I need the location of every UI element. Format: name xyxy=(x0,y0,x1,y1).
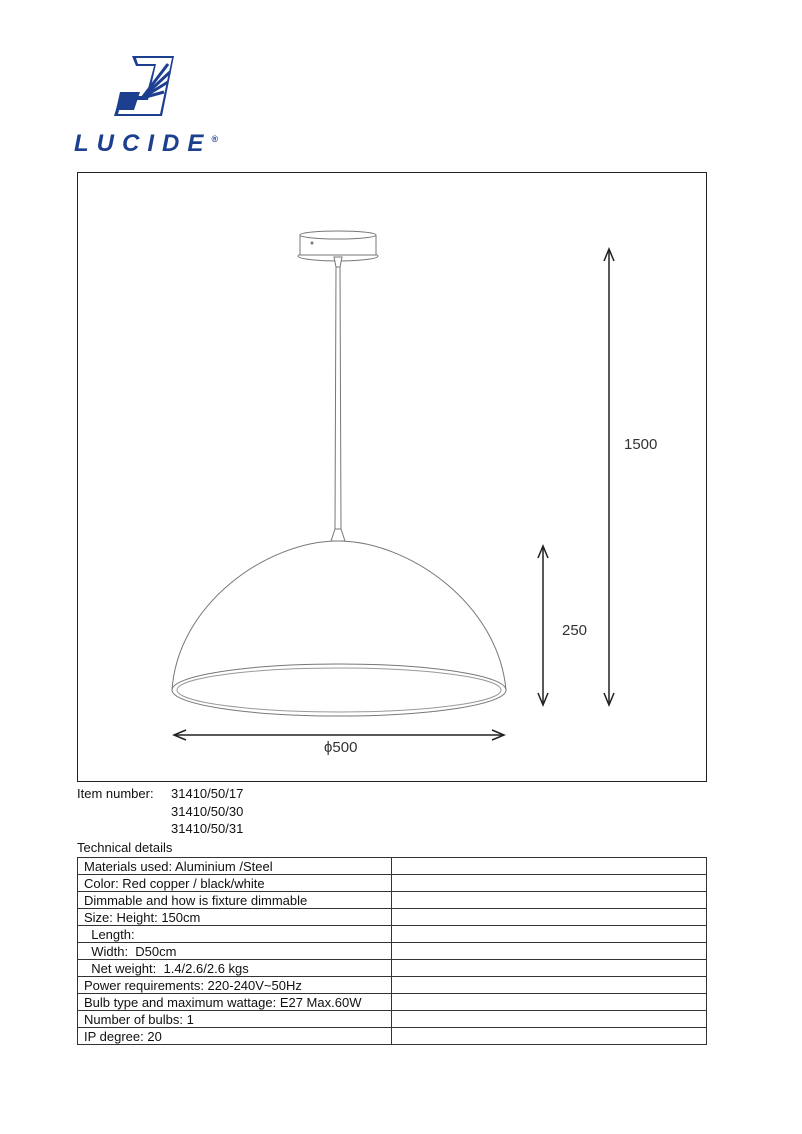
spec-value-cell xyxy=(392,977,707,994)
spec-row xyxy=(78,909,707,926)
spec-cell: Color: Red copper / black/white xyxy=(78,875,392,892)
spec-value-cell xyxy=(392,1028,707,1045)
spec-cell: Dimmable and how is fixture dimmable xyxy=(78,892,392,909)
spec-cell: Materials used: Aluminium /Steel xyxy=(78,858,392,875)
spec-row xyxy=(78,1011,707,1028)
diameter-label: ϕ500 xyxy=(324,739,358,756)
item-number-1: 31410/50/17 xyxy=(171,786,244,801)
spec-cell: IP degree: 20 xyxy=(78,1028,392,1045)
spec-cell: Power requirements: 220-240V~50Hz xyxy=(78,977,392,994)
technical-drawing xyxy=(77,172,707,782)
spec-row xyxy=(78,977,707,994)
lucide-logo-mark-icon xyxy=(74,52,194,124)
item-number-2: 31410/50/30 xyxy=(171,803,244,819)
spec-cell: Bulb type and maximum wattage: E27 Max.60W xyxy=(78,994,392,1011)
spec-row xyxy=(78,943,707,960)
logo-text: LUCIDE xyxy=(74,130,212,157)
spec-value-cell xyxy=(392,892,707,909)
spec-value-cell xyxy=(392,943,707,960)
spec-row xyxy=(78,858,707,875)
spec-value-cell xyxy=(392,1011,707,1028)
spec-cell: Width: D50cm xyxy=(78,943,392,960)
spec-value-cell xyxy=(392,875,707,892)
spec-value-cell xyxy=(392,926,707,943)
spec-cell: Number of bulbs: 1 xyxy=(78,1011,392,1028)
technical-details-title: Technical details xyxy=(77,840,173,855)
spec-row xyxy=(78,892,707,909)
spec-row xyxy=(78,1028,707,1045)
spec-value-cell xyxy=(392,994,707,1011)
spec-cell: Length: xyxy=(78,926,392,943)
logo-wordmark xyxy=(74,130,218,158)
spec-row xyxy=(78,960,707,977)
height-shade-label: 250 xyxy=(562,622,588,639)
spec-table xyxy=(77,857,707,1045)
item-number-block xyxy=(77,785,243,838)
spec-value-cell xyxy=(392,960,707,977)
spec-row xyxy=(78,994,707,1011)
registered-mark: ® xyxy=(211,134,218,144)
spec-row xyxy=(78,875,707,892)
spec-cell: Net weight: 1.4/2.6/2.6 kgs xyxy=(78,960,392,977)
spec-value-cell xyxy=(392,909,707,926)
spec-value-cell xyxy=(392,858,707,875)
spec-cell: Size: Height: 150cm xyxy=(78,909,392,926)
spec-row xyxy=(78,926,707,943)
lamp-drawing-svg xyxy=(78,173,708,783)
lucide-logo xyxy=(74,52,224,162)
item-number-label: Item number: xyxy=(77,786,154,801)
height-total-label: 1500 xyxy=(624,436,658,453)
item-number-3: 31410/50/31 xyxy=(171,821,244,836)
